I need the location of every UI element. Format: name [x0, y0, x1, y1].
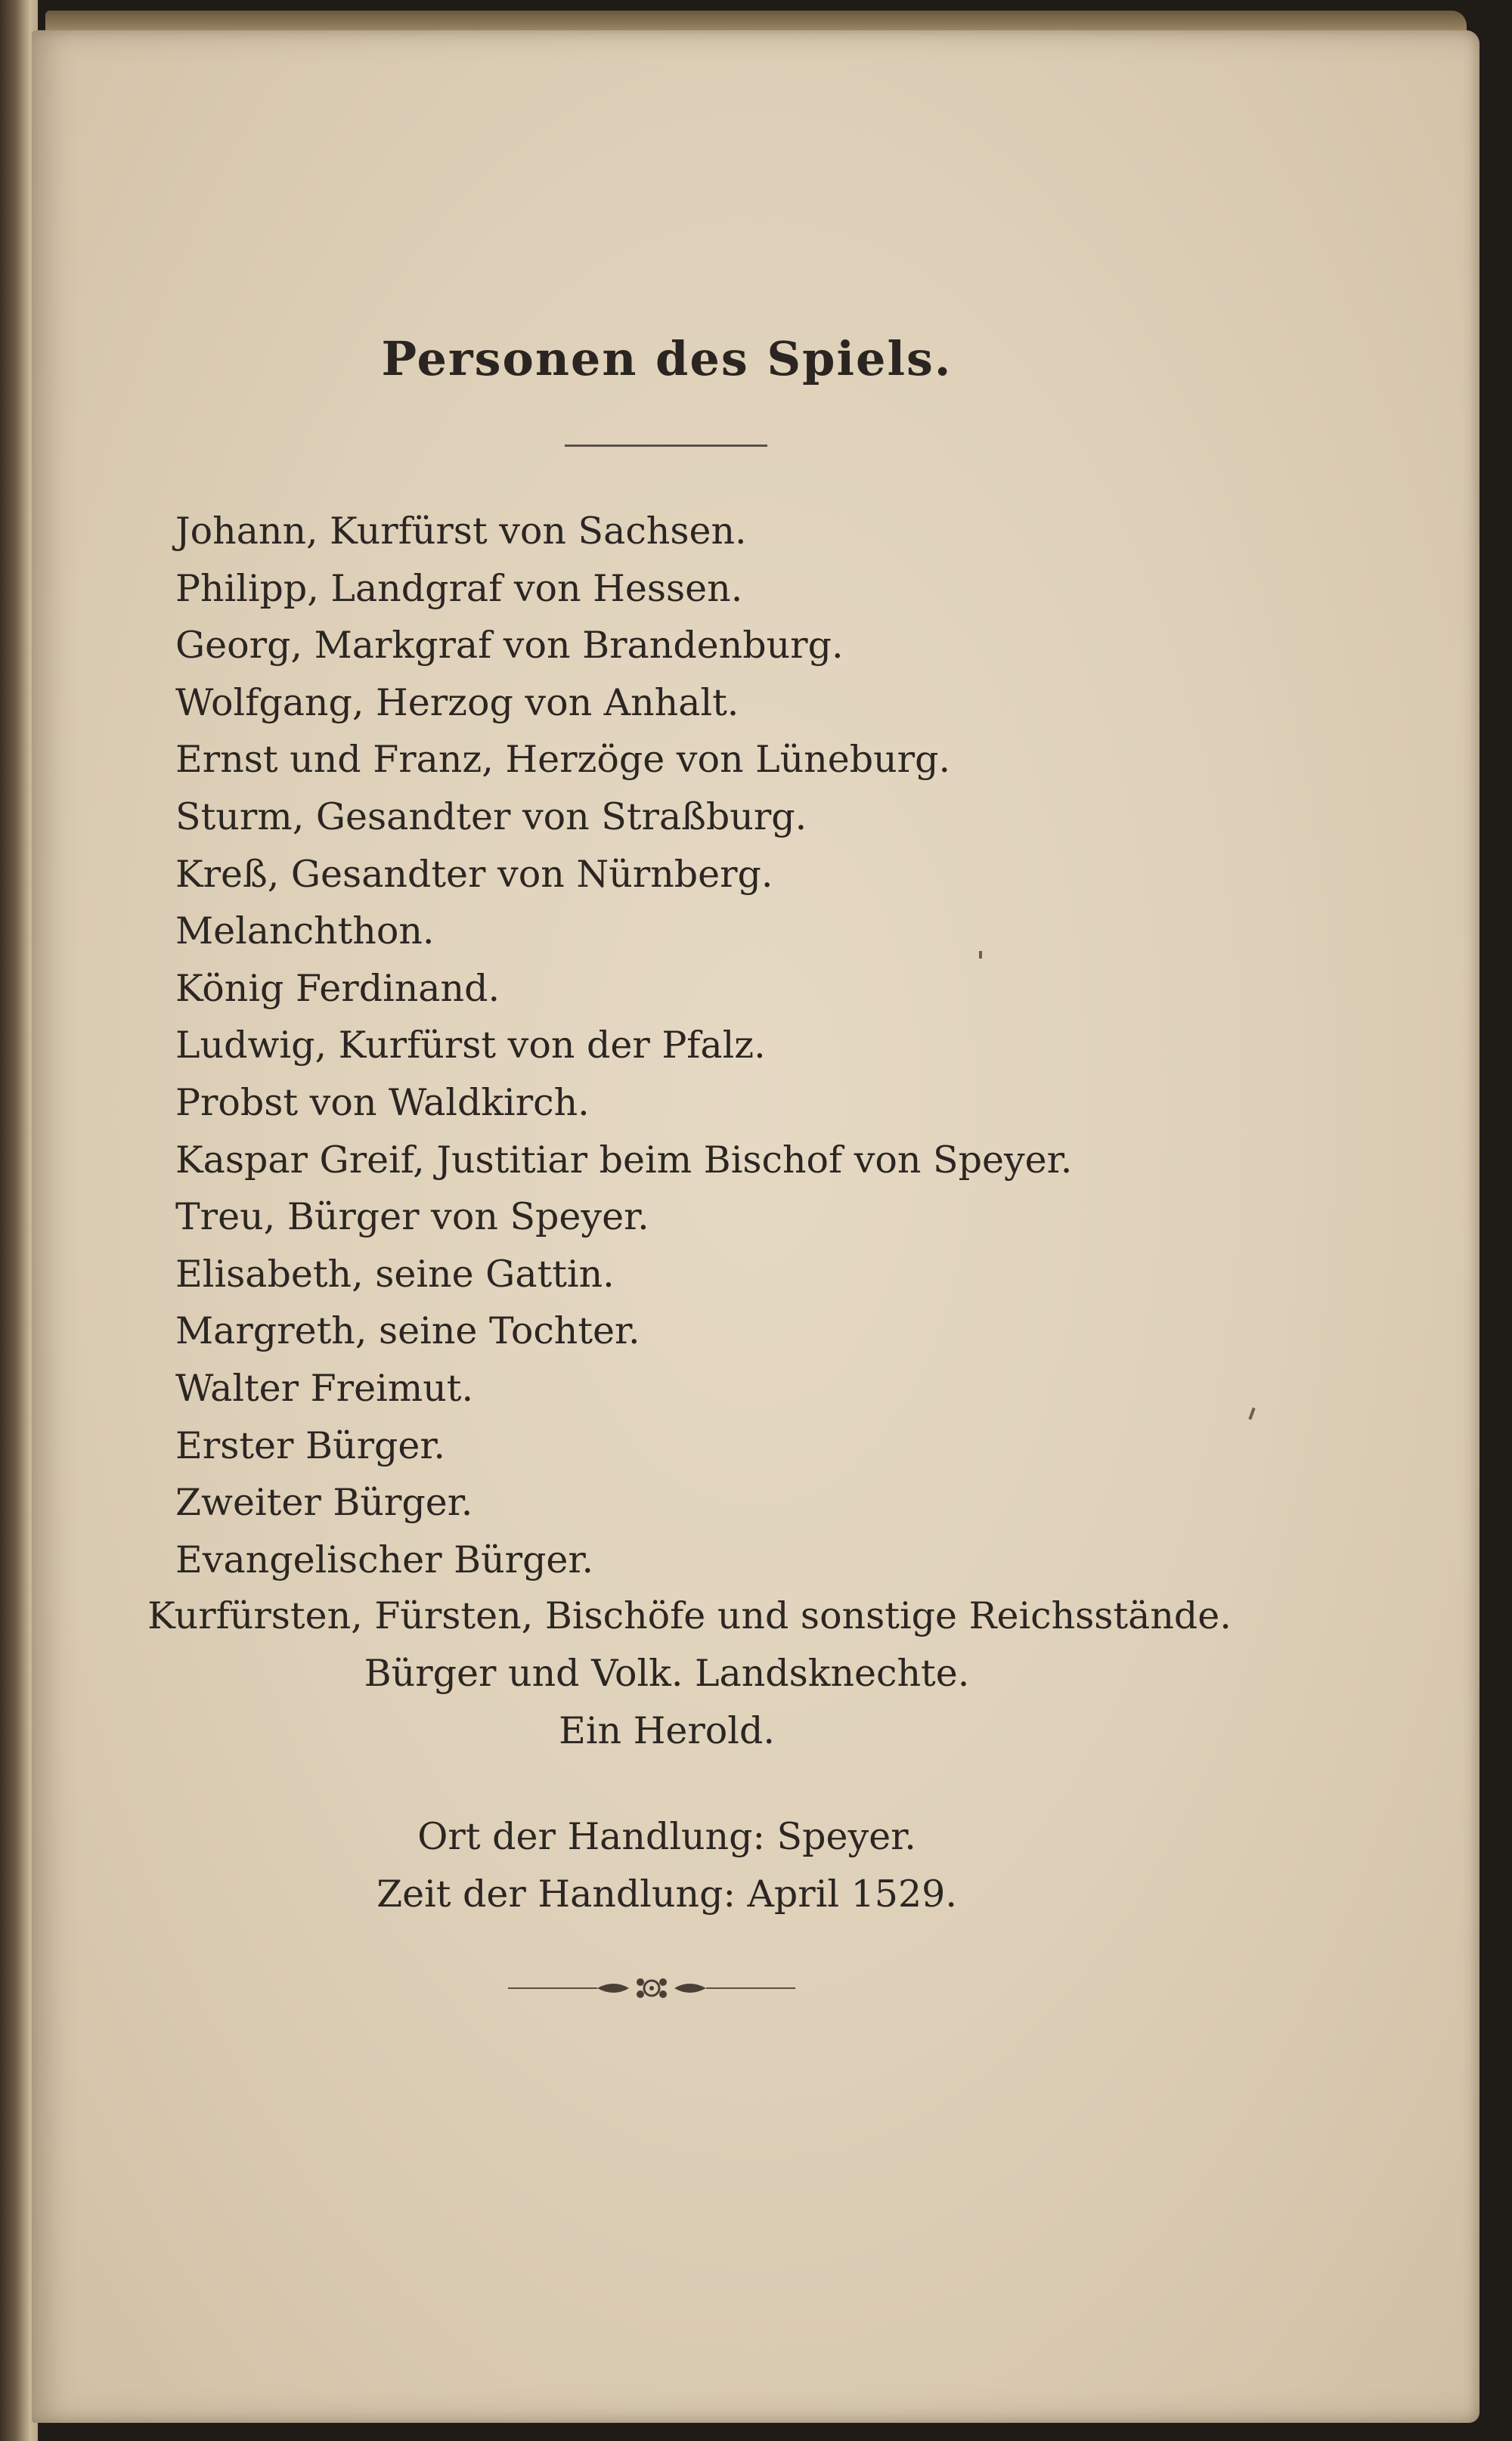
setting-time: Zeit der Handlung: April 1529. — [376, 1873, 957, 1916]
character-entry: Georg, Markgraf von Brandenburg. — [175, 624, 844, 668]
setting-place: Ort der Handlung: Speyer. — [417, 1815, 916, 1858]
ornament-divider — [508, 1966, 795, 2011]
character-entry: Kaspar Greif, Justitiar beim Bischof von Speyer. — [175, 1138, 1073, 1182]
character-entry: Evangelischer Bürger. — [175, 1538, 594, 1581]
character-entry: Zweiter Bürger. — [175, 1481, 473, 1525]
character-entry: Margreth, seine Tochter. — [175, 1309, 640, 1353]
character-entry: Wolfgang, Herzog von Anhalt. — [175, 680, 739, 724]
character-entry: König Ferdinand. — [175, 966, 500, 1010]
character-entry: Sturm, Gesandter von Straßburg. — [175, 795, 807, 838]
paper-speck — [1248, 1408, 1255, 1420]
character-entry: Walter Freimut. — [175, 1366, 474, 1410]
character-entry: Elisabeth, seine Gattin. — [175, 1252, 615, 1296]
character-entry: Probst von Waldkirch. — [175, 1080, 590, 1124]
herald-line: Ein Herold. — [559, 1709, 775, 1752]
character-entry: Philipp, Landgraf von Hessen. — [175, 566, 743, 610]
character-entry: Johann, Kurfürst von Sachsen. — [175, 510, 747, 553]
character-entry: Erster Bürger. — [175, 1423, 445, 1467]
character-entry: Kreß, Gesandter von Nürnberg. — [175, 852, 773, 896]
character-entry: Ludwig, Kurfürst von der Pfalz. — [175, 1024, 766, 1067]
character-entry: Treu, Bürger von Speyer. — [175, 1195, 649, 1239]
character-list — [175, 503, 1234, 1588]
book-page — [32, 30, 1479, 2423]
paper-speck — [979, 951, 982, 959]
estates-line: Kurfürsten, Fürsten, Bischöfe und sonstige Reichsstände. — [147, 1594, 1232, 1637]
character-entry: Ernst und Franz, Herzöge von Lüneburg. — [175, 738, 951, 782]
character-entry: Melanchthon. — [175, 909, 435, 953]
title-divider — [565, 445, 767, 447]
page-title: Personen des Spiels. — [381, 331, 953, 386]
people-line: Bürger und Volk. Landsknechte. — [364, 1652, 970, 1695]
